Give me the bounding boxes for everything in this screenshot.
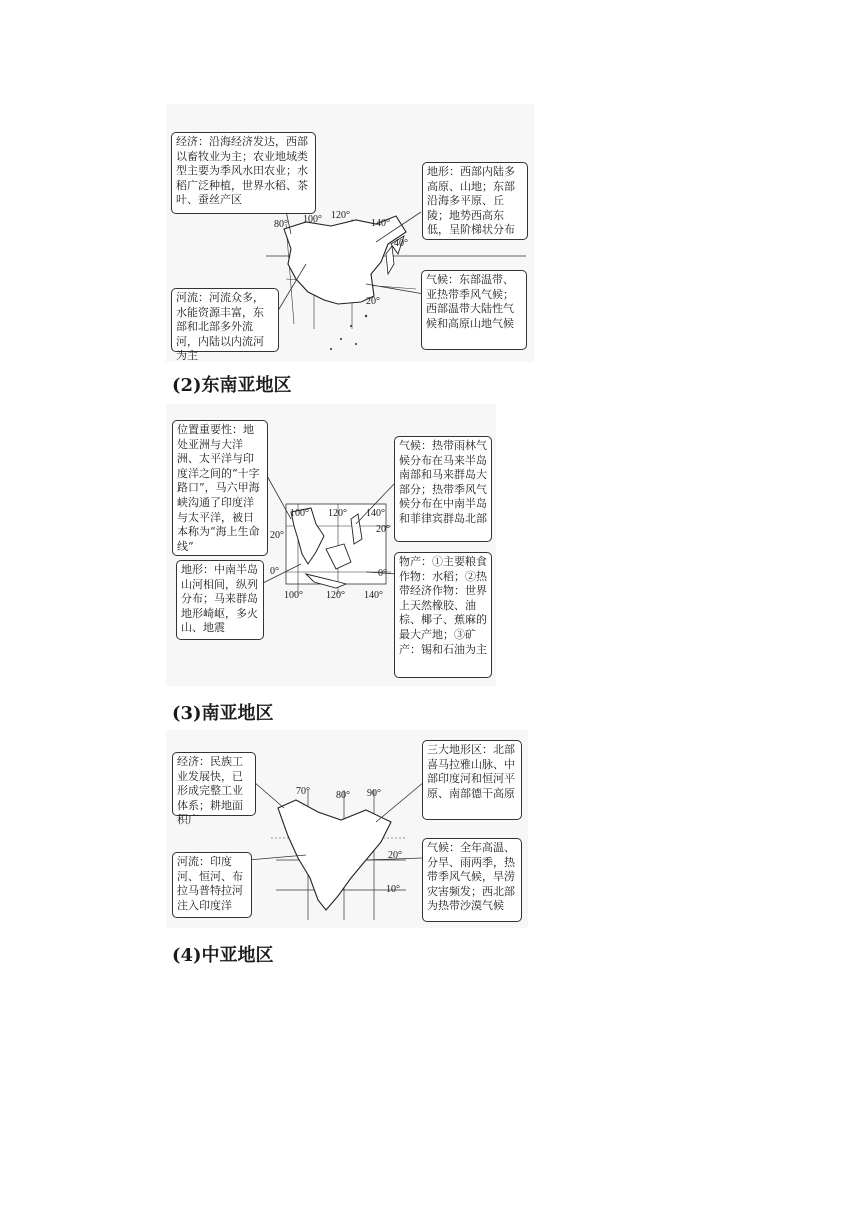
lat-20-left-label: 20° (270, 530, 284, 541)
lon-120-top-label: 120° (328, 508, 347, 519)
lat-20-label: 20° (366, 296, 380, 307)
lon-70-label: 70° (296, 786, 310, 797)
lon-140-top-label: 140° (366, 508, 385, 519)
lat-40-label: 40° (394, 238, 408, 249)
heading-south-asia: (3)南亚地区 (172, 703, 274, 724)
southeast-asia-figure (166, 404, 496, 686)
east-asia-figure (166, 104, 534, 362)
lat-20-right-label: 20° (376, 524, 390, 535)
sa-terrain-box: 三大地形区：北部喜马拉雅山脉、中部印度河和恒河平原、南部德干高原 (422, 740, 522, 820)
lon-100-top-label: 100° (290, 508, 309, 519)
sea-climate-box: 气候：热带雨林气候分布在马来半岛南部和马来群岛大部分；热带季风气候分布在中南半岛和菲律宾群岛北部 (394, 436, 492, 542)
sa-rivers-box: 河流：印度河、恒河、布拉马普特拉河注入印度洋 (172, 852, 252, 918)
lon-120-bottom-label: 120° (326, 590, 345, 601)
lon-90-label: 90° (367, 788, 381, 799)
sea-terrain-box: 地形：中南半岛山河相间，纵列分布；马来群岛地形崎岖，多火山、地震 (176, 560, 264, 640)
products-box: 物产：①主要粮食作物：水稻；②热带经济作物：世界上天然橡胶、油棕、椰子、蕉麻的最大产地；③矿产：锡和石油为主 (394, 552, 492, 678)
lat-0-left-label: 0° (270, 566, 279, 577)
heading-central-asia: (4)中亚地区 (172, 945, 274, 966)
economy-box: 经济：沿海经济发达，西部以畜牧业为主；农业地域类型主要为季风水田农业；水稻广泛种植，世界水稻、茶叶、蚕丝产区 (171, 132, 316, 214)
lon-80-label: 80° (274, 219, 288, 230)
sa-climate-box: 气候：全年高温、分旱、雨两季，热带季风气候，旱涝灾害频发；西北部为热带沙漠气候 (422, 838, 522, 922)
lon-140-bottom-label: 140° (364, 590, 383, 601)
sa-economy-box: 经济：民族工业发展快，已形成完整工业体系；耕地面积广 (172, 752, 256, 816)
lat-0-right-label: 0° (378, 568, 387, 579)
lon-120-label: 120° (331, 210, 350, 221)
lon-100-label: 100° (303, 214, 322, 225)
location-box: 位置重要性：地处亚洲与大洋洲、太平洋与印度洋之间的“十字路口”，马六甲海峡沟通了印度洋与太平洋，被日本称为“海上生命线” (172, 420, 268, 556)
terrain-box: 地形：西部内陆多高原、山地；东部沿海多平原、丘陵；地势西高东低，呈阶梯状分布 (422, 162, 528, 240)
lat-20-label: 20° (388, 850, 402, 861)
lat-10-label: 10° (386, 884, 400, 895)
heading-southeast-asia: (2)东南亚地区 (172, 375, 292, 396)
lon-80-label: 80° (336, 790, 350, 801)
climate-box: 气候：东部温带、亚热带季风气候；西部温带大陆性气候和高原山地气候 (421, 270, 527, 350)
south-asia-figure (166, 730, 528, 928)
lon-100-bottom-label: 100° (284, 590, 303, 601)
rivers-box: 河流：河流众多，水能资源丰富，东部和北部多外流河，内陆以内流河为主 (171, 288, 279, 352)
lon-140-label: 140° (371, 218, 390, 229)
